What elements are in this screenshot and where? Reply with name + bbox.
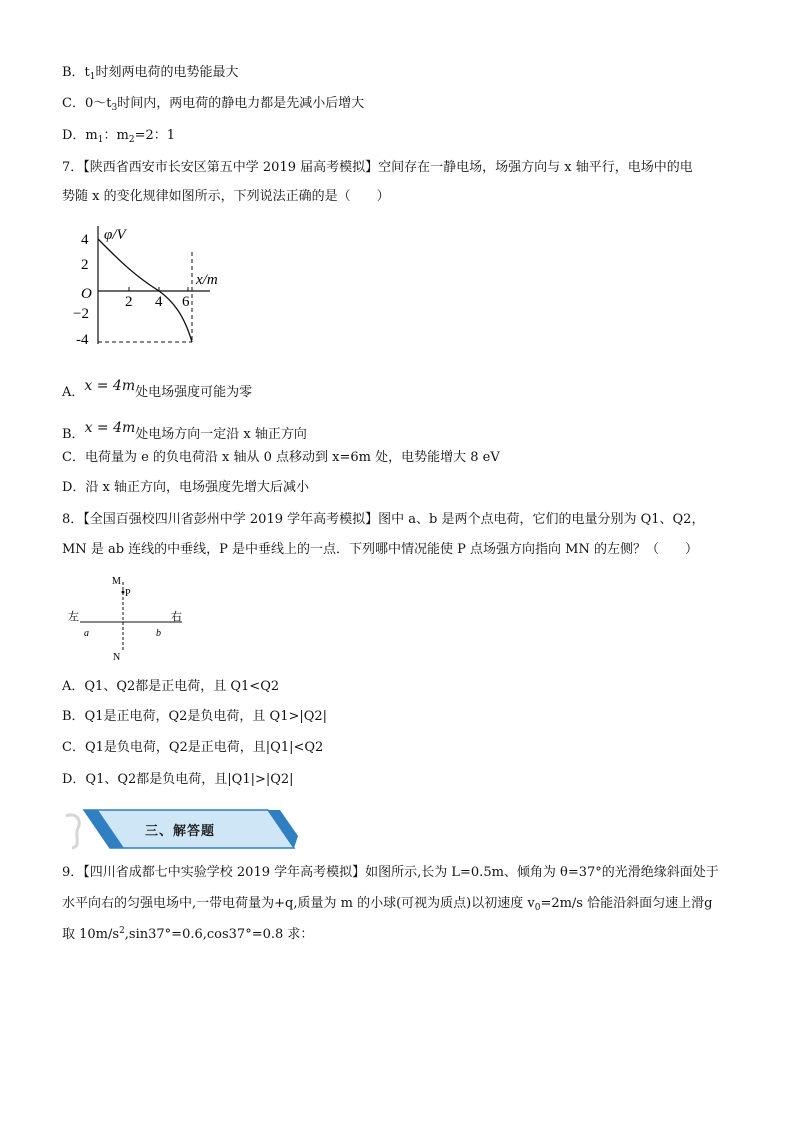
q7-option-b: [62, 418, 307, 445]
q6-c-sub: 3: [111, 103, 118, 113]
q8-option-c: C．Q1是负电荷，Q2是正电荷，且|Q1|<Q2: [62, 740, 324, 755]
q9-line3-sup: 2: [119, 926, 125, 936]
q7-a-label: A．: [62, 385, 85, 400]
q8-option-d: D．Q1、Q2都是负电荷，且|Q1|>|Q2|: [62, 772, 294, 787]
label-left: 左: [68, 611, 79, 623]
label-p: P: [125, 588, 131, 599]
ytick-neg4: -4: [76, 332, 89, 348]
q7-option-d: D．沿 x 轴正方向，电场强度先增大后减小: [62, 480, 310, 495]
q7-option-c: C．电荷量为 e 的负电荷沿 x 轴从 0 点移动到 x=6m 处，电势能增大 8 eV: [62, 450, 500, 465]
q6-d-prefix: D．m: [62, 128, 98, 143]
q8-stem-line1: 8．【全国百强校四川省彭州中学 2019 学年高考模拟】图中 a、b 是两个点电荷，它们的电量分别为 Q1、Q2，: [62, 512, 705, 527]
q6-option-c: [62, 94, 364, 114]
x-label: x/m: [196, 272, 218, 288]
origin-label: O: [81, 286, 92, 302]
y-label: φ/V: [104, 227, 126, 243]
xtick-2: 2: [125, 294, 133, 310]
q9-line3-b: ,sin37°=0.6,cos37°=0.8 求：: [124, 927, 314, 942]
q9-stem-line2: [62, 894, 712, 914]
q7-b-label: B．: [62, 427, 85, 442]
q6-option-d: [62, 126, 175, 146]
q6-d-sub2: 2: [128, 135, 135, 145]
q8-stem-line2: MN 是 ab 连线的中垂线，P 是中垂线上的一点．下列哪中情况能使 P 点场强方向指向 MN 的左侧？（ ）: [62, 542, 698, 557]
q9-stem-line1: 9．【四川省成都七中实验学校 2019 学年高考模拟】如图所示,长为 L=0.5m、倾角为 θ=37°的光滑绝缘斜面处于: [62, 865, 719, 880]
q9-line2-b: =2m/s 恰能沿斜面匀速上滑g: [540, 896, 713, 911]
q8-charge-diagram: [64, 570, 194, 665]
section-banner: [62, 806, 298, 852]
q6-c-prefix: C．0～t: [62, 96, 112, 111]
q7-stem-line2: 势随 x 的变化规律如图所示，下列说法正确的是（ ）: [62, 189, 390, 204]
q9-stem-line3: [62, 925, 313, 945]
ytick-4: 4: [81, 232, 89, 248]
q7-a-text: 处电场强度可能为零: [135, 385, 253, 400]
q7-b-math: x = 4m: [84, 420, 136, 436]
q8-option-a: A．Q1、Q2都是正电荷，且 Q1<Q2: [62, 679, 280, 694]
label-a: a: [84, 628, 89, 639]
xtick-6: 6: [182, 294, 190, 310]
q7-b-text: 处电场方向一定沿 x 轴正方向: [135, 427, 307, 442]
section-title: 三、解答题: [144, 823, 215, 839]
q6-d-rest: =2：1: [134, 128, 175, 143]
q8-option-b: B．Q1是正电荷，Q2是负电荷，且 Q1>|Q2|: [62, 709, 328, 724]
label-m: M: [112, 576, 121, 587]
q7-a-math: x = 4m: [84, 378, 136, 394]
q6-d-mid: ：m: [103, 128, 129, 143]
ytick-neg2: −2: [73, 306, 89, 322]
q6-d-sub1: 1: [97, 135, 104, 145]
q7-option-a: [62, 376, 252, 403]
q6-c-rest: 时间内，两电荷的静电力都是先减小后增大: [117, 96, 365, 111]
xtick-4: 4: [155, 294, 163, 310]
q6-option-b: [62, 63, 239, 83]
q7-stem-line1: 7．【陕西省西安市长安区第五中学 2019 届高考模拟】空间存在一静电场，场强方向与 x 轴平行，电场中的电: [62, 160, 693, 175]
label-b: b: [156, 628, 161, 639]
ytick-2: 2: [81, 257, 89, 273]
q9-line2-sub: 0: [534, 903, 541, 913]
q6-b-sub: 1: [89, 72, 96, 82]
q9-line3-a: 取 10m/s: [62, 927, 120, 942]
label-right: 右: [171, 611, 182, 623]
label-n: N: [113, 652, 121, 663]
q7-potential-graph: [70, 222, 240, 352]
q6-b-rest: 时刻两电荷的电势能最大: [95, 65, 239, 80]
q6-b-prefix: B．t: [62, 65, 90, 80]
q9-line2-a: 水平向右的匀强电场中,一带电荷量为+q,质量为 m 的小球(可视为质点)以初速度 v: [62, 896, 535, 911]
